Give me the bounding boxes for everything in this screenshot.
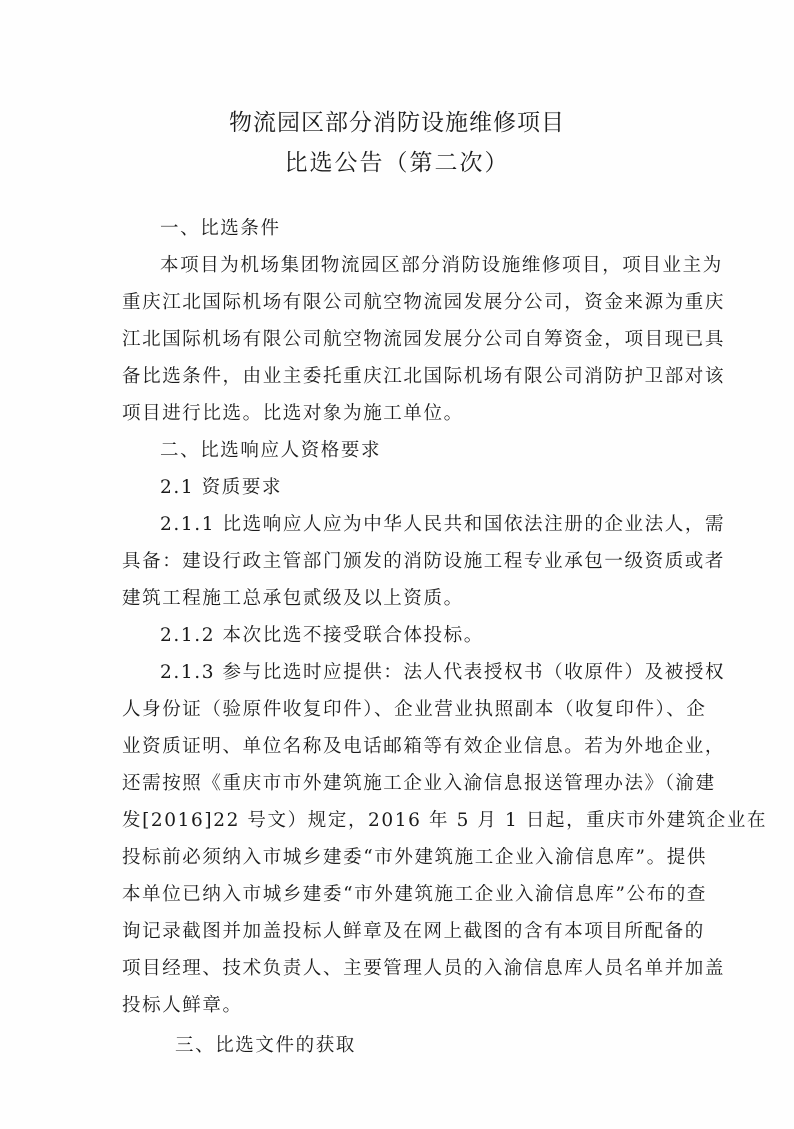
subsection-heading: 2.1 资质要求 xyxy=(160,477,283,498)
paragraph-line: 建筑工程施工总承包贰级及以上资质。 xyxy=(122,588,464,609)
paragraph-line: 项目经理、技术负责人、主要管理人员的入渝信息库人员名单并加盖 xyxy=(122,958,726,979)
paragraph-line: 本单位已纳入市城乡建委“市外建筑施工企业入渝信息库”公布的查 xyxy=(122,884,707,905)
paragraph-line: 2.1.3 参与比选时应提供：法人代表授权书（收原件）及被授权 xyxy=(160,662,726,683)
paragraph-line: 业资质证明、单位名称及电话邮箱等有效企业信息。若为外地企业， xyxy=(122,736,726,757)
paragraph-line: 项目进行比选。比选对象为施工单位。 xyxy=(122,403,464,424)
paragraph-line: 投标前必须纳入市城乡建委“市外建筑施工企业入渝信息库”。提供 xyxy=(122,847,707,868)
section-heading-3: 三、比选文件的获取 xyxy=(175,1035,356,1056)
section-heading-2: 二、比选响应人资格要求 xyxy=(160,440,382,461)
document-title: 物流园区部分消防设施维修项目 xyxy=(229,110,565,136)
paragraph-line: 具备：建设行政主管部门颁发的消防设施工程专业承包一级资质或者 xyxy=(122,551,726,572)
section-heading-1: 一、比选条件 xyxy=(160,218,281,239)
paragraph-line: 2.1.2 本次比选不接受联合体投标。 xyxy=(160,625,484,646)
paragraph-line: 重庆江北国际机场有限公司航空物流园发展分公司，资金来源为重庆 xyxy=(122,292,726,313)
paragraph-line: 还需按照《重庆市市外建筑施工企业入渝信息报送管理办法》（渝建 xyxy=(122,773,716,794)
paragraph-line: 人身份证（验原件收复印件）、企业营业执照副本（收复印件）、企 xyxy=(122,699,707,720)
paragraph-line: 询记录截图并加盖投标人鲜章及在网上截图的含有本项目所配备的 xyxy=(122,921,705,942)
paragraph-line: 发[2016]22 号文）规定，2016 年 5 月 1 日起，重庆市外建筑企业在 xyxy=(122,810,768,831)
paragraph-line: 投标人鲜章。 xyxy=(122,995,243,1016)
paragraph-line: 2.1.1 比选响应人应为中华人民共和国依法注册的企业法人，需 xyxy=(160,514,726,535)
paragraph-line: 江北国际机场有限公司航空物流园发展分公司自筹资金，项目现已具 xyxy=(122,329,726,350)
document-subtitle: 比选公告（第二次） xyxy=(284,150,510,176)
paragraph-line: 本项目为机场集团物流园区部分消防设施维修项目，项目业主为 xyxy=(160,255,723,276)
paragraph-line: 备比选条件，由业主委托重庆江北国际机场有限公司消防护卫部对该 xyxy=(122,366,726,387)
